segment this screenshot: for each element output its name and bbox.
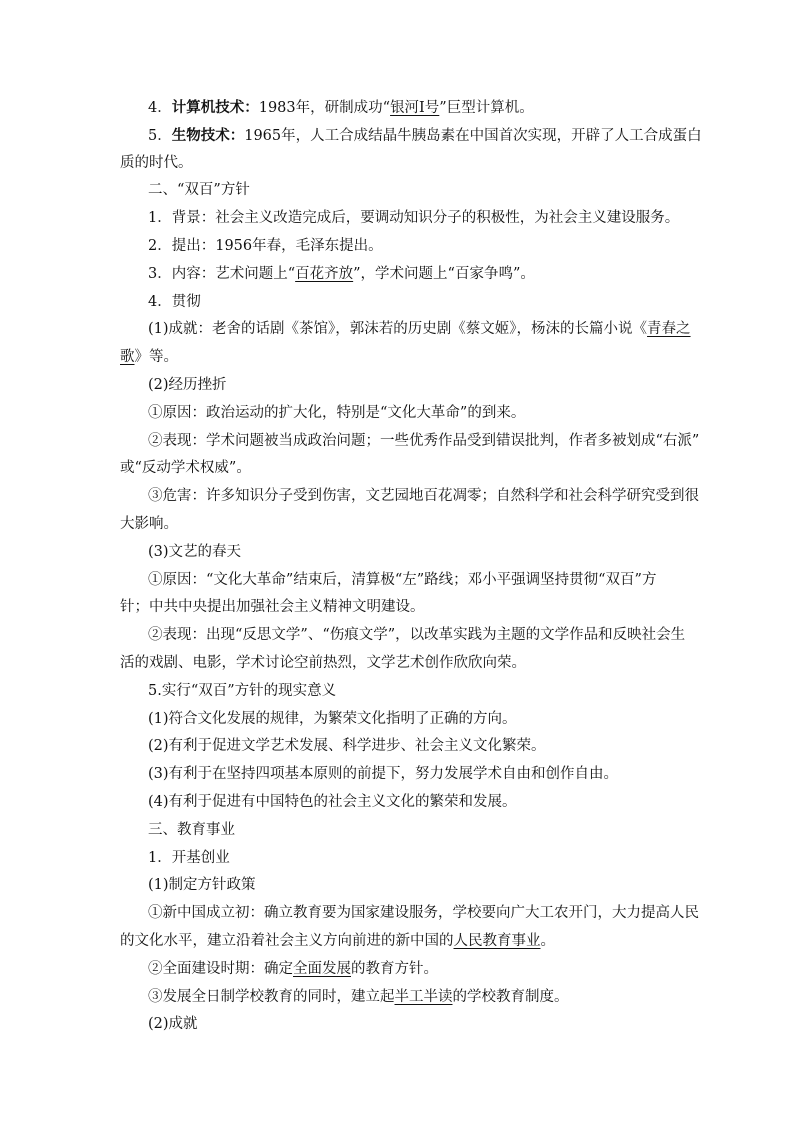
paragraph-policy-early: ①新中国成立初：确立教育要为国家建设服务，学校要向广大工农开门，大力提高人民: [148, 905, 699, 922]
heading-significance: 5.实行“双百”方针的现实意义: [148, 682, 337, 699]
underlined-qingchun: 青春之: [647, 321, 691, 338]
paragraph-content: 3．内容：艺术问题上“百花齐放”，学术问题上“百家争鸣”。: [148, 265, 535, 282]
paragraph-bio-tech: 5．生物技术：1965年，人工合成结晶牛胰岛素在中国首次实现，开辟了人工合成蛋白: [148, 126, 702, 144]
underlined-baihua: 百花齐放: [295, 265, 354, 282]
paragraph-significance-2: (2)有利于促进文学艺术发展、科学进步、社会主义文化繁荣。: [148, 738, 546, 755]
heading-setbacks: (2)经历挫折: [148, 376, 227, 393]
paragraph-setback-manifest-cont: 或“反动学术权威”。: [120, 460, 251, 477]
paragraph-bio-tech-cont: 质的时代。: [120, 154, 193, 171]
underlined-ge: 歌: [120, 349, 135, 366]
heading-founding: 1．开基创业: [148, 849, 230, 866]
paragraph-achievements-cont: 歌》等。: [120, 349, 178, 366]
document-body: [120, 94, 702, 1039]
underlined-bangong-bandu: 半工半读: [394, 988, 453, 1005]
paragraph-significance-1: (1)符合文化发展的规律，为繁荣文化指明了正确的方向。: [148, 710, 517, 727]
heading-achievement: (2)成就: [148, 1016, 198, 1033]
paragraph-setback-harm-cont: 大影响。: [120, 515, 178, 532]
paragraph-proposal: 2．提出：1956年春，毛泽东提出。: [148, 237, 383, 254]
paragraph-policy-early-cont: 的文化水平，建立沿着社会主义方向前进的新中国的人民教育事业。: [120, 932, 555, 949]
paragraph-policy-workstudy: ③发展全日制学校教育的同时，建立起半工半读的学校教育制度。: [148, 988, 569, 1005]
paragraph-policy-comprehensive: ②全面建设时期：确定全面发展的教育方针。: [148, 960, 438, 977]
paragraph-spring-cause-cont: 针；中共中央提出加强社会主义精神文明建设。: [120, 599, 425, 616]
paragraph-setback-cause: ①原因：政治运动的扩大化，特别是“文化大革命”的到来。: [148, 404, 526, 421]
heading-policy: (1)制定方针政策: [148, 877, 256, 894]
paragraph-spring-manifest-cont: 活的戏剧、电影，学术讨论空前热烈，文学艺术创作欣欣向荣。: [120, 654, 526, 671]
paragraph-achievements: (1)成就：老舍的话剧《茶馆》，郭沫若的历史剧《蔡文姬》，杨沫的长篇小说《青春之: [148, 321, 691, 338]
paragraph-significance-3: (3)有利于在坚持四项基本原则的前提下，努力发展学术自由和创作自由。: [148, 766, 619, 783]
paragraph-computer-tech: 4．计算机技术：1983年，研制成功“银河Ⅰ号”巨型计算机。: [148, 99, 534, 116]
heading-spring: (3)文艺的春天: [148, 543, 242, 560]
underlined-renmin-jiaoyu: 人民教育事业: [453, 932, 541, 949]
paragraph-spring-manifest: ②表现：出现“反思文学”、“伤痕文学”，以改革实践为主题的文学作品和反映社会生: [148, 627, 686, 644]
paragraph-spring-cause: ①原因：“文化大革命”结束后，清算极“左”路线；邓小平强调坚持贯彻“双百”方: [148, 571, 657, 588]
term-bio-tech: 生物技术：: [171, 126, 245, 144]
underlined-quanmian-fazhan: 全面发展: [293, 960, 351, 977]
paragraph-background: 1．背景：社会主义改造完成后，要调动知识分子的积极性，为社会主义建设服务。: [148, 210, 680, 227]
heading-implementation: 4．贯彻: [148, 293, 201, 310]
heading-shuangbai: 二、“双百”方针: [148, 182, 250, 199]
underlined-yinhe: 银河Ⅰ号: [390, 100, 440, 116]
term-computer-tech: 计算机技术：: [171, 99, 259, 116]
paragraph-significance-4: (4)有利于促进有中国特色的社会主义文化的繁荣和发展。: [148, 793, 517, 810]
paragraph-setback-harm: ③危害：许多知识分子受到伤害，文艺园地百花凋零；自然科学和社会科学研究受到很: [148, 488, 699, 505]
heading-education: 三、教育事业: [148, 821, 235, 838]
paragraph-setback-manifest: ②表现：学术问题被当成政治问题；一些优秀作品受到错误批判，作者多被划成“右派”: [148, 432, 700, 449]
